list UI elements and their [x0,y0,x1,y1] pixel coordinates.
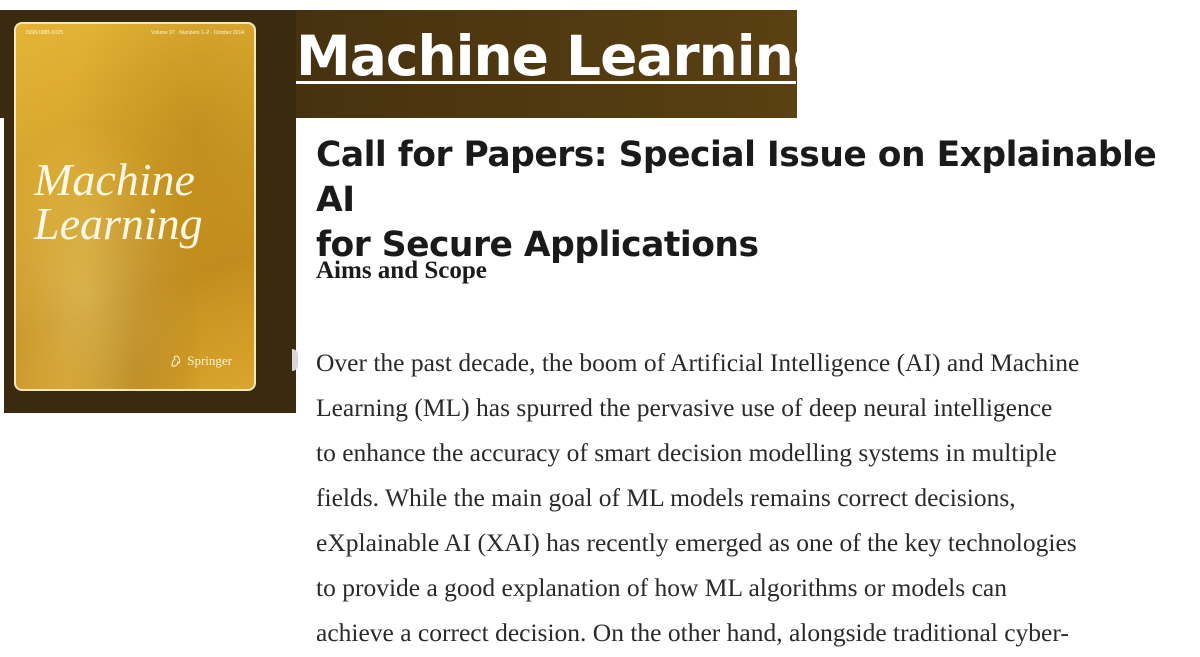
cover-volume: Volume 97 · Numbers 1–2 · October 2014 [151,30,244,36]
headline-line1: Call for Papers: Special Issue on Explainable AI [316,135,1157,220]
cover-edge-marker [292,349,298,371]
cover-title-line1: Machine [34,154,195,205]
cover-publisher-label: Springer [187,353,232,368]
body-line: Learning (ML) has spurred the pervasive use of deep neural intelligence [316,393,1053,422]
body-line: Over the past decade, the boom of Artificial Intelligence (AI) and Machine [316,348,1080,377]
cover-issn: ISSN 0885-6125 [26,30,63,36]
headline-line2: for Secure Applications [316,225,759,265]
article-body [316,340,1196,655]
body-line: eXplainable AI (XAI) has recently emerged as one of the key technologies [316,528,1077,557]
body-line: to enhance the accuracy of smart decision modelling systems in multiple [316,438,1057,467]
cover-title-line2: Learning [34,198,203,249]
body-line: to provide a good explanation of how ML algorithms or models can [316,573,1007,602]
cover-publisher [169,353,232,369]
springer-horse-icon [169,354,183,368]
journal-cover-image [14,22,256,391]
body-line: achieve a correct decision. On the other hand, alongside traditional cyber- [316,618,1069,647]
section-heading-aims-scope: Aims and Scope [316,257,487,284]
article-headline [316,133,1196,268]
cover-title [34,154,203,249]
body-line: fields. While the main goal of ML models remains correct decisions, [316,483,1016,512]
journal-title[interactable]: Machine Learning [296,24,832,88]
